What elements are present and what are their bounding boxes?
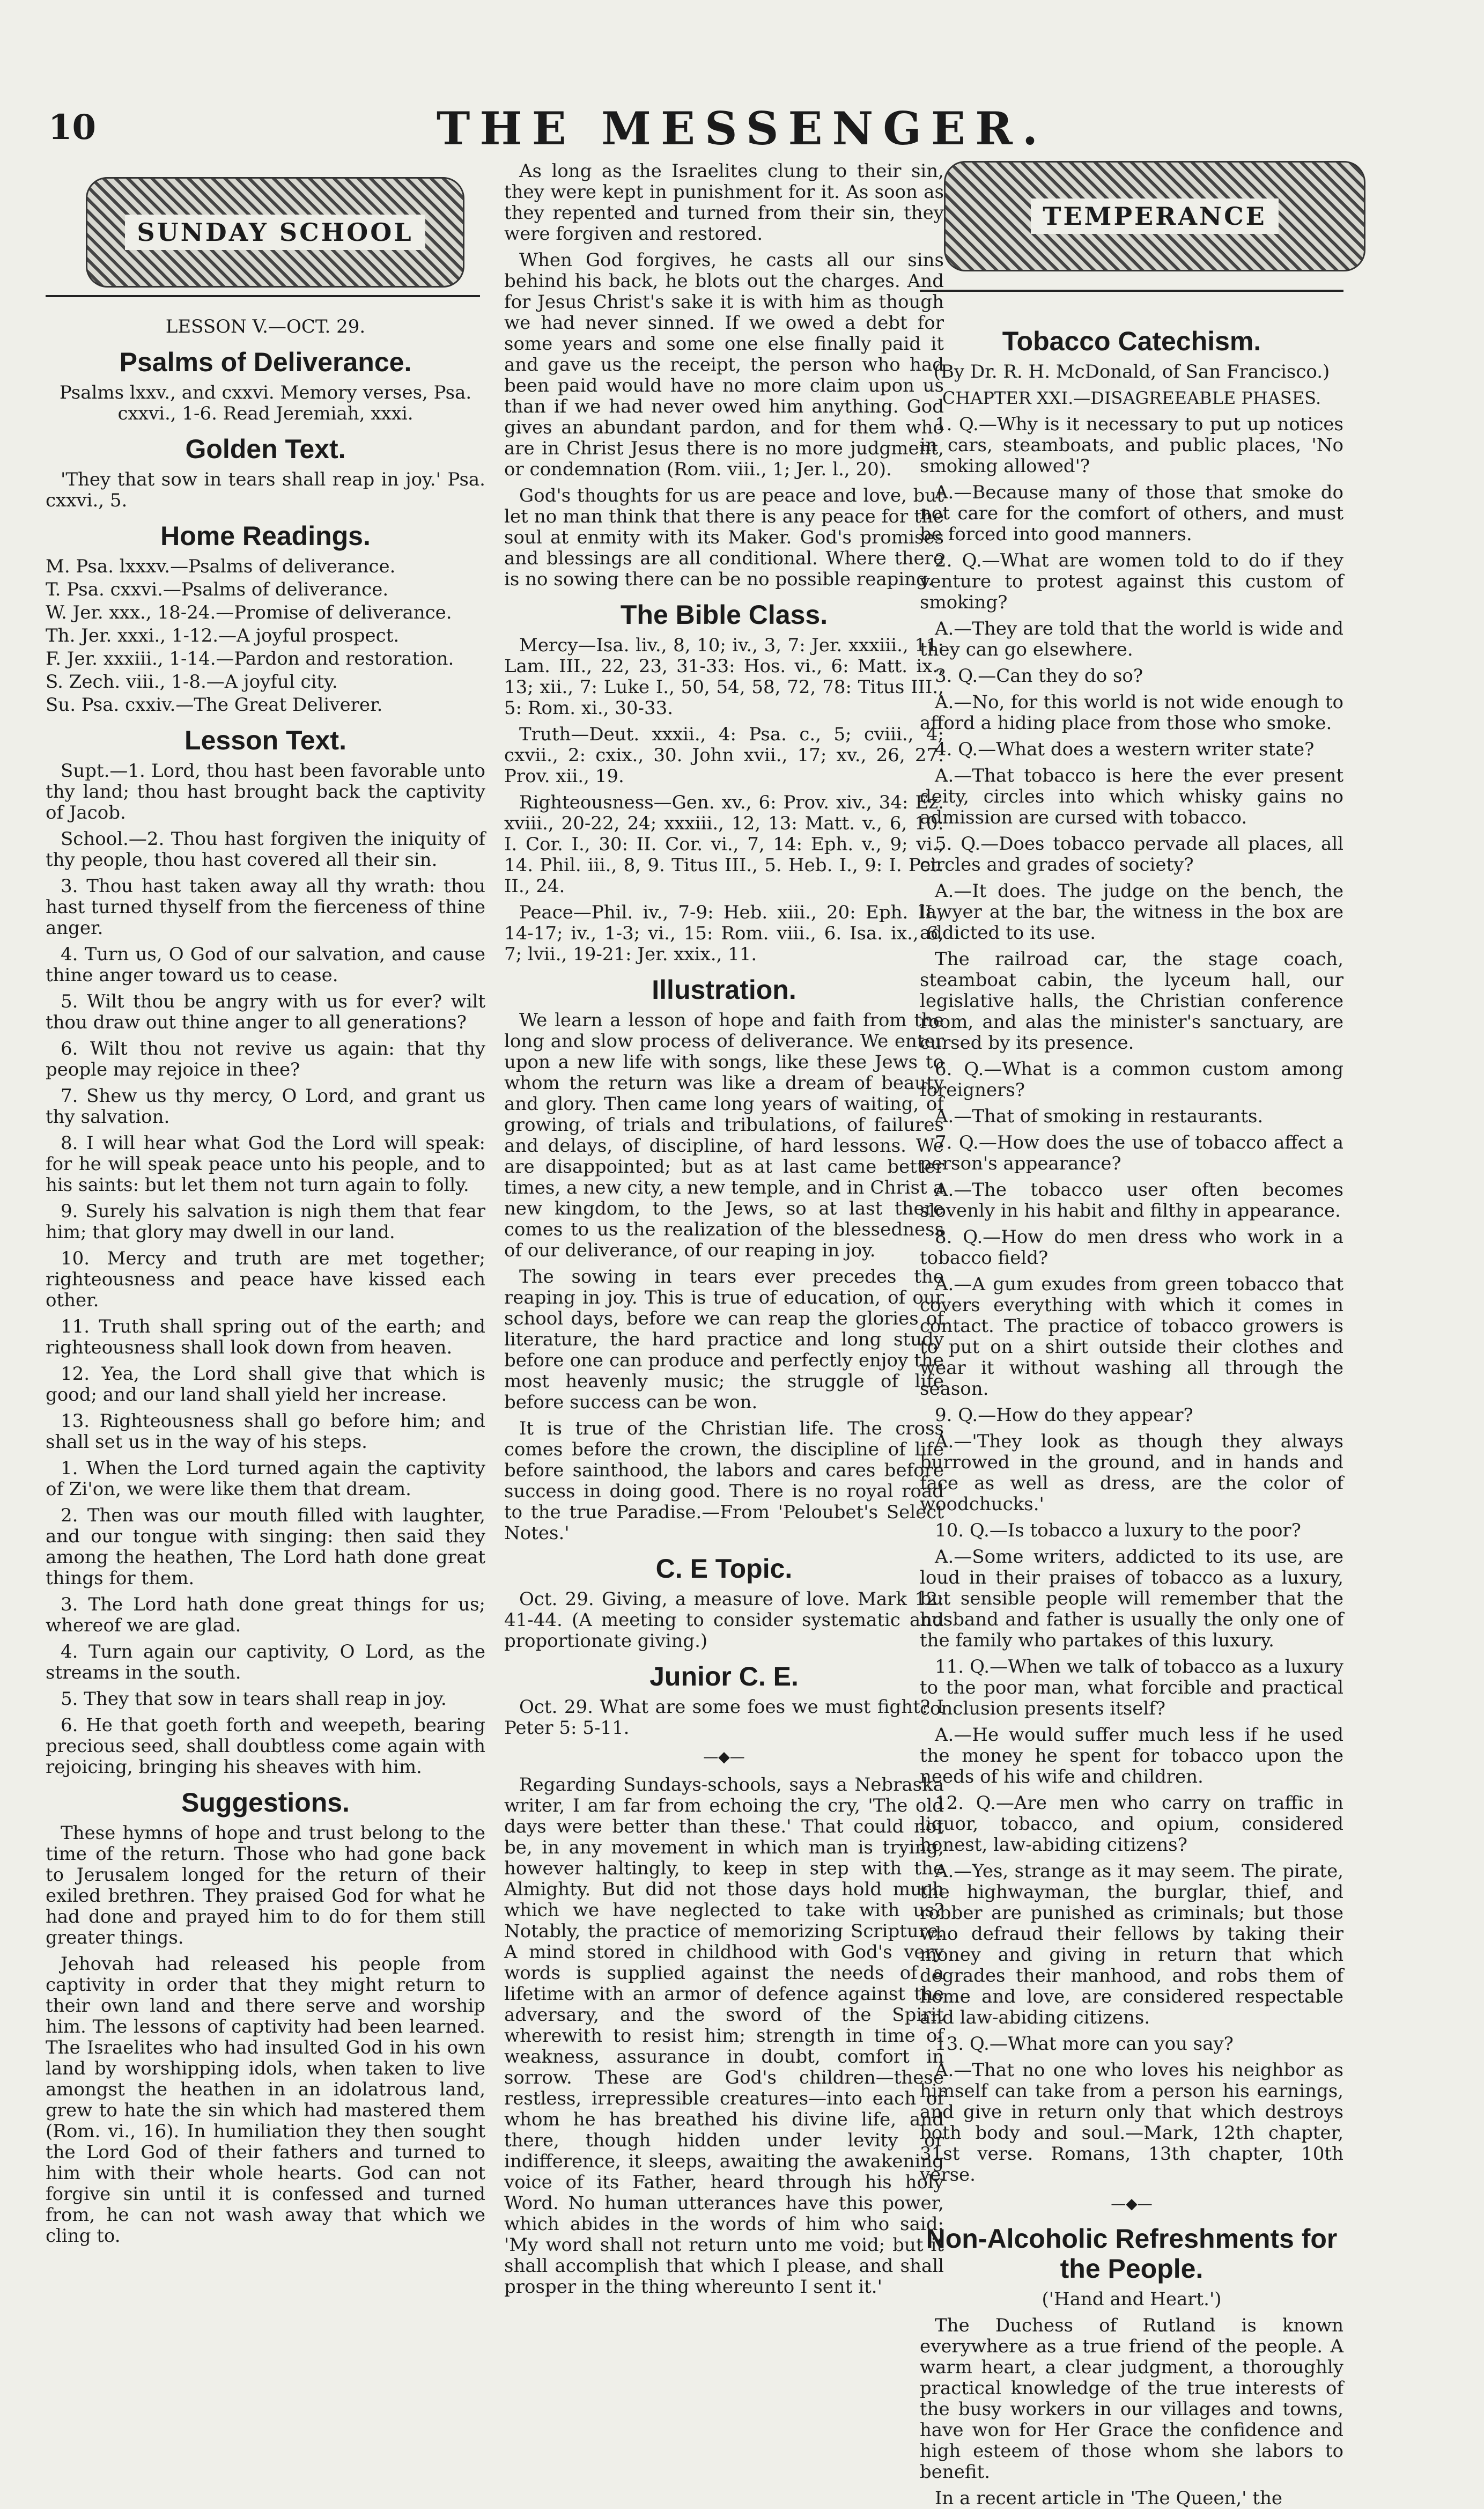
lesson-title: Psalms of Deliverance. bbox=[119, 347, 412, 377]
temperance-ornament-text: TEMPERANCE bbox=[1031, 198, 1279, 234]
temperance-ornament bbox=[944, 161, 1365, 271]
paragraph: 9. Q.—How do they appear? bbox=[935, 1404, 1193, 1426]
catechism-body bbox=[920, 414, 1343, 2186]
paragraph: 10. Q.—Is tobacco a luxury to the poor? bbox=[935, 1520, 1301, 1541]
paragraph: 7. Q.—How does the use of tobacco affect a person's appearance? bbox=[920, 1132, 1343, 1174]
catechism-byline: (By Dr. R. H. McDonald, of San Francisco.) bbox=[933, 361, 1330, 382]
verse: 10. Mercy and truth are met together; righteousness and peace have kissed each other. bbox=[46, 1248, 485, 1311]
refreshments-source: ('Hand and Heart.') bbox=[1042, 2289, 1222, 2310]
reading-item: F. Jer. xxxiii., 1-14.—Pardon and restoration. bbox=[46, 648, 454, 669]
suggestions-heading: Suggestions. bbox=[181, 1787, 350, 1818]
paragraph: A.—They are told that the world is wide and they can go elsewhere. bbox=[920, 618, 1343, 660]
verse: 11. Truth shall spring out of the earth; and righteousness shall look down from heaven. bbox=[46, 1316, 485, 1358]
reading-item: M. Psa. lxxxv.—Psalms of deliverance. bbox=[46, 556, 396, 577]
paragraph: A.—That of smoking in restaurants. bbox=[935, 1106, 1264, 1127]
verse: 5. Wilt thou be angry with us for ever? wilt thou draw out thine anger to all generations? bbox=[46, 991, 485, 1033]
refreshments-heading: Non-Alcoholic Refreshments for the People. bbox=[926, 2224, 1338, 2284]
masthead-title: THE MESSENGER. bbox=[436, 102, 1048, 155]
paragraph: Righteousness—Gen. xv., 6: Prov. xiv., 34: Ez. xviii., 20-22, 24; xxxiii., 12, 13: Matt. v., 6, 10: I. Cor. I., 30: II. Cor. vi., 7, 14: Eph. v., 9; vi., 14. Phil. iii., 8, 9. Titus III., 5. Heb. I., 9: I. Pet. II., 24. bbox=[504, 792, 944, 897]
paragraph: 2. Q.—What are women told to do if they venture to protest against this custom of smoking? bbox=[920, 550, 1343, 613]
paragraph: It is true of the Christian life. The cross comes before the crown, the discipline of life before sainthood, the labors and cares before success in doing good. There is no royal road to the true Paradise.—From 'Peloubet's Select Notes.' bbox=[504, 1418, 944, 1544]
column-rule-right bbox=[920, 290, 1343, 292]
home-readings-heading: Home Readings. bbox=[160, 521, 371, 551]
paragraph: 4. Q.—What does a western writer state? bbox=[935, 739, 1315, 760]
reading-item: S. Zech. viii., 1-8.—A joyful city. bbox=[46, 671, 338, 693]
paragraph: Oct. 29. Giving, a measure of love. Mark 12: 41-44. (A meeting to consider systematic and proportionate giving.) bbox=[504, 1588, 944, 1652]
catechism-chapter: CHAPTER XXI.—DISAGREEABLE PHASES. bbox=[942, 388, 1321, 408]
reading-item: Th. Jer. xxxi., 1-12.—A joyful prospect. bbox=[46, 625, 400, 646]
verse: School.—2. Thou hast forgiven the iniquity of thy people, thou hast covered all their sin. bbox=[46, 828, 485, 871]
paragraph: The sowing in tears ever precedes the reaping in joy. This is true of education, of our school days, before we can reap the glories of literature, the hard practice and long study before one can produce and perfectly enjoy the most heavenly music; the struggle of life before success can be won. bbox=[504, 1266, 944, 1413]
column-rule-left bbox=[46, 295, 480, 297]
paragraph: A.—Because many of those that smoke do not care for the comfort of others, and must be forced into good manners. bbox=[920, 482, 1343, 545]
paragraph: Oct. 29. What are some foes we must fight? I Peter 5: 5-11. bbox=[504, 1696, 944, 1739]
lesson-text-heading: Lesson Text. bbox=[184, 725, 346, 755]
lesson-text-body bbox=[46, 761, 485, 1778]
verse: 12. Yea, the Lord shall give that which is good; and our land shall yield her increase. bbox=[46, 1363, 485, 1406]
golden-text: 'They that sow in tears shall reap in joy.' Psa. cxxvi., 5. bbox=[46, 469, 485, 511]
column-middle bbox=[504, 160, 944, 2298]
paragraph: When God forgives, he casts all our sins behind his back, he blots out the charges. And for Jesus Christ's sake it is with him as though we had never sinned. If we owed a debt for some years and some one else finally paid it and gave us the receipt, the person who had been paid would have no more claim upon us than if we had never owed him anything. God gives an abundant pardon, and for them who are in Christ Jesus there is no more judgment, or condemnation (Rom. viii., 1; Jer. l., 20). bbox=[504, 249, 944, 480]
ornamental-divider: —◆— bbox=[1111, 2195, 1153, 2212]
illustration-heading: Illustration. bbox=[652, 975, 796, 1005]
verse: 4. Turn us, O God of our salvation, and cause thine anger toward us to cease. bbox=[46, 944, 485, 986]
paragraph: The railroad car, the stage coach, steamboat cabin, the lyceum hall, our legislative halls, the Christian conference room, and alas the minister's sanctuary, are cursed by its presence. bbox=[920, 948, 1343, 1054]
paragraph: 11. Q.—When we talk of tobacco as a luxury to the poor man, what forcible and practical conclusion presents itself? bbox=[920, 1656, 1343, 1719]
ornamental-divider: —◆— bbox=[703, 1748, 745, 1765]
reading-item: Su. Psa. cxxiv.—The Great Deliverer. bbox=[46, 694, 383, 716]
paragraph: 13. Q.—What more can you say? bbox=[935, 2033, 1234, 2055]
paragraph: The Duchess of Rutland is known everywhere as a true friend of the people. A warm heart, a clear judgment, a thoroughly practical knowledge of the true interests of the busy workers in our villages and towns, have won for Her Grace the confidence and high esteem of those whom she labors to benefit. bbox=[920, 2315, 1343, 2483]
paragraph: Mercy—Isa. liv., 8, 10; iv., 3, 7: Jer. xxxiii., 11: Lam. III., 22, 23, 31-33: Hos. vi., 6: Matt. ix., 13; xii., 7: Luke I., 50, 54, 58, 72, 78: Titus III., 5: Rom. xi., 30-33. bbox=[504, 635, 944, 719]
reading-item: T. Psa. cxxvi.—Psalms of deliverance. bbox=[46, 579, 389, 600]
paragraph: Peace—Phil. iv., 7-9: Heb. xiii., 20: Eph. II., 14-17; iv., 1-3; vi., 15: Rom. viii., 6. Isa. ix., 6, 7; lvii., 19-21: Jer. xxix., 11. bbox=[504, 902, 944, 965]
verse: 3. The Lord hath done great things for us; whereof we are glad. bbox=[46, 1594, 485, 1636]
column-temperance bbox=[920, 317, 1343, 2509]
verse: 13. Righteousness shall go before him; and shall set us in the way of his steps. bbox=[46, 1410, 485, 1453]
verse: 9. Surely his salvation is nigh them that fear him; that glory may dwell in our land. bbox=[46, 1201, 485, 1243]
paragraph: A.—No, for this world is not wide enough to afford a hiding place from those who smoke. bbox=[920, 691, 1343, 734]
verse: 1. When the Lord turned again the captivity of Zi'on, we were like them that dream. bbox=[46, 1458, 485, 1500]
verse: 6. He that goeth forth and weepeth, bearing precious seed, shall doubtless come again with rejoicing, bringing his sheaves with him. bbox=[46, 1715, 485, 1778]
catechism-heading: Tobacco Catechism. bbox=[1002, 326, 1261, 356]
verse: 3. Thou hast taken away all thy wrath: thou hast turned thyself from the fierceness of thine anger. bbox=[46, 875, 485, 939]
paragraph: 6. Q.—What is a common custom among foreigners? bbox=[920, 1058, 1343, 1101]
lesson-label: LESSON V.—OCT. 29. bbox=[165, 316, 366, 337]
ce-topic-heading: C. E Topic. bbox=[655, 1554, 793, 1584]
verse: 7. Shew us thy mercy, O Lord, and grant us thy salvation. bbox=[46, 1085, 485, 1128]
page-number: 10 bbox=[48, 107, 97, 148]
paragraph: 3. Q.—Can they do so? bbox=[935, 665, 1143, 687]
paragraph: A.—'They look as though they always burrowed in the ground, and in hands and face as well as dress, are the color of woodchucks.' bbox=[920, 1431, 1343, 1515]
column-sunday-school bbox=[46, 317, 485, 2409]
paragraph: A.—Yes, strange as it may seem. The pirate, the highwayman, the burglar, thief, and robber are punished as criminals; but those who defraud their fellows by taking their money and giving in return that which degrades their manhood, and robs them of home and love, are considered respectable and law-abiding citizens. bbox=[920, 1860, 1343, 2028]
paragraph: A.—He would suffer much less if he used the money he spent for tobacco upon the needs of his wife and children. bbox=[920, 1724, 1343, 1787]
verse: 5. They that sow in tears shall reap in joy. bbox=[61, 1688, 447, 1710]
paragraph: God's thoughts for us are peace and love, but let no man think that there is any peace for the soul at enmity with its Maker. God's promises and blessings are all conditional. Where there is no sowing there can be no possible reaping. bbox=[504, 485, 944, 590]
paragraph: We learn a lesson of hope and faith from the long and slow process of deliverance. We enter upon a new life with songs, like these Jews to whom the return was like a dream of beauty and glory. Then came long years of waiting, of growing, of trials and tribulations, of failures and delays, of discipline, of hard lessons. We are disappointed; but as at last came better times, a new city, a new temple, and in Christ a new kingdom, to the Jews, so at last there comes to us the realization of the blessedness of our deliverance, of our reaping in joy. bbox=[504, 1010, 944, 1261]
paragraph: These hymns of hope and trust belong to the time of the return. Those who had gone back to Jerusalem longed for the return of their exiled brethren. They praised God for what he had done and prayed him to do for them still greater things. bbox=[46, 1822, 485, 1948]
paragraph: 8. Q.—How do men dress who work in a tobacco field? bbox=[920, 1226, 1343, 1269]
paragraph: A.—That tobacco is here the ever present deity, circles into which whisky gains no admission are cursed with tobacco. bbox=[920, 765, 1343, 828]
paragraph: A.—That no one who loves his neighbor as himself can take from a person his earnings, and give in return only that which destroys both body and soul.—Mark, 12th chapter, 31st verse. Romans, 13th chapter, 10th verse. bbox=[920, 2059, 1343, 2186]
verse: 4. Turn again our captivity, O Lord, as the streams in the south. bbox=[46, 1641, 485, 1683]
paragraph: A.—It does. The judge on the bench, the lawyer at the bar, the witness in the box are addicted to its use. bbox=[920, 880, 1343, 944]
bible-class-heading: The Bible Class. bbox=[620, 600, 828, 630]
reading-item: W. Jer. xxx., 18-24.—Promise of deliverance. bbox=[46, 602, 452, 623]
paragraph: A.—Some writers, addicted to its use, are loud in their praises of tobacco as a luxury, but sensible people will remember that the husband and father is usually the only one of the family who partakes of this luxury. bbox=[920, 1546, 1343, 1651]
paragraph: 5. Q.—Does tobacco pervade all places, all circles and grades of society? bbox=[920, 833, 1343, 875]
verse: 2. Then was our mouth filled with laughter, and our tongue with singing: then said they among the heathen, The Lord hath done great things for them. bbox=[46, 1505, 485, 1589]
paragraph: 12. Q.—Are men who carry on traffic in liquor, tobacco, and opium, considered honest, law-abiding citizens? bbox=[920, 1792, 1343, 1856]
paragraph: Jehovah had released his people from captivity in order that they might return to their own land and there serve and worship him. The lessons of captivity had been learned. The Israelites who had insulted God in his own land by worshipping idols, when taken to live amongst the heathen in an idolatrous land, grew to hate the sin which had mastered them (Rom. vi., 16). In humiliation they then sought the Lord God of their fathers and turned to him with their whole hearts. God can not forgive sin until it is confessed and turned from, he can not wash away that which we cling to. bbox=[46, 1953, 485, 2247]
paragraph: A.—The tobacco user often becomes slovenly in his habit and filthy in appearance. bbox=[920, 1179, 1343, 1222]
golden-text-heading: Golden Text. bbox=[185, 434, 346, 464]
lesson-reference: Psalms lxxv., and cxxvi. Memory verses, Psa. cxxvi., 1-6. Read Jeremiah, xxxi. bbox=[59, 382, 472, 424]
paragraph: Truth—Deut. xxxii., 4: Psa. c., 5; cviii., 4; cxvii., 2: cxix., 30. John xvii., 17; xv., 26, 27. Prov. xii., 19. bbox=[504, 724, 944, 787]
home-readings-list bbox=[46, 556, 485, 716]
verse: 6. Wilt thou not revive us again: that thy people may rejoice in thee? bbox=[46, 1038, 485, 1080]
sunday-school-ornament bbox=[86, 177, 464, 288]
verse: 8. I will hear what God the Lord will speak: for he will speak peace unto his people, and to his saints: but let them not turn again to folly. bbox=[46, 1132, 485, 1196]
paragraph: Regarding Sundays-schools, says a Nebraska writer, I am far from echoing the cry, 'The old days were better than these.' That could not be, in any movement in which man is trying, however haltingly, to keep in step with the Almighty. But did not those days hold much which we have neglected to take with us? Notably, the practice of memorizing Scripture. A mind stored in childhood with God's very words is supplied against the needs of a lifetime with an armor of defence against the adversary, and the sword of the Spirit wherewith to resist him; strength in time of weakness, assurance in doubt, comfort in sorrow. These are God's children—these restless, irrepressible creatures—into each of whom he has breathed his divine life, and there, though hidden under levity or indifference, it sleeps, awaiting the awakening voice of its Father, heard through his holy Word. No human utterances have this power, which abides in the words of him who said: 'My word shall not return unto me void; but it shall accomplish that which I please, and shall prosper in the thing whereunto I sent it.' bbox=[504, 1774, 944, 2298]
paragraph: As long as the Israelites clung to their sin, they were kept in punishment for it. As soon as they repented and turned from their sin, they were forgiven and restored. bbox=[504, 160, 944, 245]
junior-ce-heading: Junior C. E. bbox=[649, 1661, 799, 1691]
paragraph: 1. Q.—Why is it necessary to put up notices in cars, steamboats, and public places, 'No smoking allowed'? bbox=[920, 414, 1343, 477]
paragraph: In a recent article in 'The Queen,' the bbox=[935, 2488, 1283, 2509]
sunday-school-ornament-text: SUNDAY SCHOOL bbox=[125, 215, 425, 250]
verse: Supt.—1. Lord, thou hast been favorable unto thy land; thou hast brought back the captivity of Jacob. bbox=[46, 760, 485, 823]
paragraph: A.—A gum exudes from green tobacco that covers everything with which it comes in contact. The practice of tobacco growers is to put on a shirt outside their clothes and wear it without washing all through the season. bbox=[920, 1274, 1343, 1400]
